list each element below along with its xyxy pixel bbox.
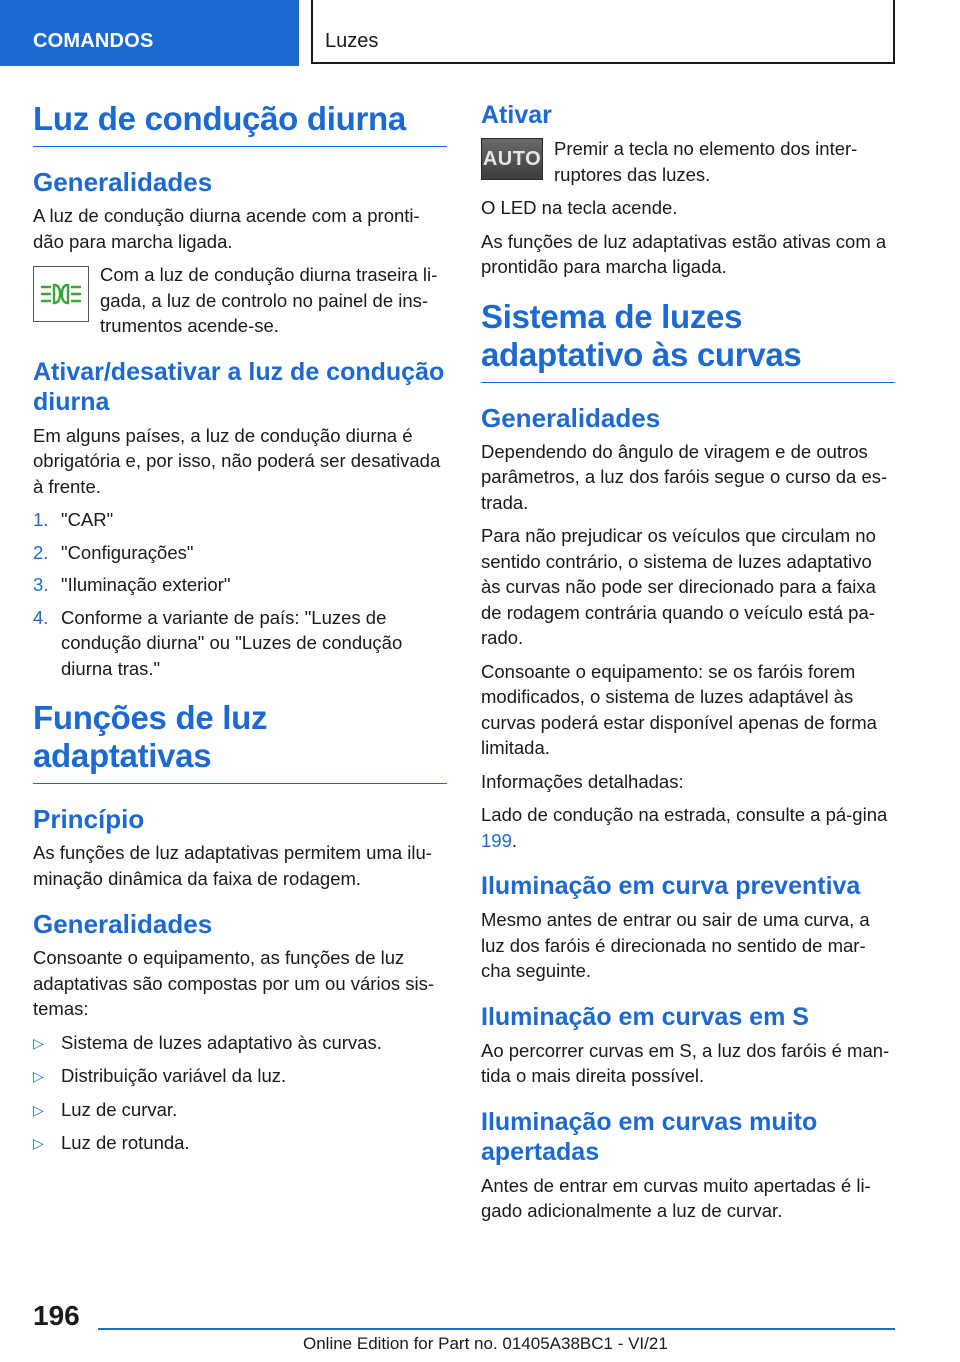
list-item: 2. "Configurações" xyxy=(33,541,194,563)
section-tab[interactable]: COMANDOS xyxy=(0,0,299,66)
systems-list xyxy=(33,1030,447,1157)
bullet-triangle-icon: ▷ xyxy=(33,1101,44,1118)
bullet-triangle-icon: ▷ xyxy=(33,1068,44,1084)
page-number: 196 xyxy=(33,1300,80,1331)
paragraph: Antes de entrar em curvas muito apertadas é li-gado adicionalmente a luz de curvar. xyxy=(481,1174,871,1221)
bullet-triangle-icon: ▷ xyxy=(33,1034,44,1051)
left-column xyxy=(33,100,447,1165)
list-item: ▷ Distribuição variável da luz. xyxy=(33,1063,447,1090)
chapter-box xyxy=(311,0,895,64)
heading-adaptive-functions: Funções de luz adaptativas xyxy=(33,699,447,784)
paragraph: A luz de condução diurna acende com a pronti-dão para marcha ligada. xyxy=(33,205,420,252)
paragraph: Consoante o equipamento: se os faróis forem modificados, o sistema de luzes adaptável às curvas poderá estar disponível apenas de forma limitada. xyxy=(481,660,877,758)
paragraph: As funções de luz adaptativas estão ativas com a prontidão para marcha ligada. xyxy=(481,230,887,277)
chapter-title: Luzes xyxy=(325,30,379,52)
paragraph: As funções de luz adaptativas permitem uma ilu-minação dinâmica da faixa de rodagem. xyxy=(33,842,432,889)
list-item: ▷ Luz de curvar. xyxy=(33,1097,447,1124)
heading-general: Generalidades xyxy=(33,167,213,197)
paragraph: O LED na tecla acende. xyxy=(481,197,678,218)
page-link[interactable]: 199 xyxy=(481,829,512,851)
steps-list xyxy=(33,507,447,681)
paragraph: Dependendo do ângulo de viragem e de outros parâmetros, a luz dos faróis segue o curso da es-trada. xyxy=(481,440,888,513)
heading-preventive-curve-light: Iluminação em curva preventiva xyxy=(481,872,861,900)
heading-general: Generalidades xyxy=(481,402,661,433)
page-header xyxy=(0,0,960,66)
heading-tight-curve-light: Iluminação em curvas muito apertadas xyxy=(481,1107,818,1166)
list-item: ▷ Sistema de luzes adaptativo às curvas. xyxy=(33,1030,447,1057)
paragraph: Para não prejudicar os veículos que circulam no sentido contrário, o sistema de luzes adaptativo às curvas não pode ser direcionado para a faixa de rodagem contrária quando o veículo está pa-rado. xyxy=(481,525,876,648)
heading-toggle-drl: Ativar/desativar a luz de condução diurna xyxy=(33,357,445,416)
heading-activate: Ativar xyxy=(481,101,552,129)
footer-divider xyxy=(98,1328,895,1330)
paragraph-page-reference: Lado de condução na estrada, consulte a pá-gina 199. xyxy=(481,804,888,851)
list-item: 1. "CAR" xyxy=(33,509,114,530)
activate-note xyxy=(481,136,895,187)
heading-daytime-running-light: Luz de condução diurna xyxy=(33,100,447,147)
activate-note-text: Premir a tecla no elemento dos inter-ruptores das luzes. xyxy=(554,138,858,185)
heading-curve-light-system: Sistema de luzes adaptativo às curvas xyxy=(481,298,895,383)
footer-edition: Online Edition for Part no. 01405A38BC1 - VI/21 xyxy=(303,1334,668,1353)
heading-general: Generalidades xyxy=(33,909,213,939)
paragraph: Consoante o equipamento, as funções de luz adaptativas são compostas por um ou vários sis-temas: xyxy=(33,947,435,1019)
right-column xyxy=(481,100,895,1232)
bullet-triangle-icon: ▷ xyxy=(33,1135,44,1151)
paragraph: Em alguns países, a luz de condução diurna é obrigatória e, por isso, não poderá ser desativada à frente. xyxy=(33,424,441,497)
indicator-note-text: Com a luz de condução diurna traseira li-gada, a luz de controlo no painel de ins-trumentos acende-se. xyxy=(100,264,438,336)
list-item: 4. Conforme a variante de país: "Luzes de condução diurna" ou "Luzes de condução diurna tras." xyxy=(33,606,403,679)
paragraph: Mesmo antes de entrar ou sair de uma curva, a luz dos faróis é direcionada no sentido de mar-cha seguinte. xyxy=(481,909,870,981)
heading-s-curve-light: Iluminação em curvas em S xyxy=(481,1002,809,1031)
paragraph: Informações detalhadas: xyxy=(481,770,684,792)
list-item: 3. "Iluminação exterior" xyxy=(33,574,231,595)
paragraph: Ao percorrer curvas em S, a luz dos faróis é man-tida o mais direita possível. xyxy=(481,1039,890,1086)
list-item: ▷ Luz de rotunda. xyxy=(33,1130,447,1157)
auto-button-icon: AUTO xyxy=(481,138,543,180)
daytime-running-light-icon xyxy=(33,266,89,322)
heading-principle: Princípio xyxy=(33,804,145,834)
indicator-note xyxy=(33,262,447,339)
